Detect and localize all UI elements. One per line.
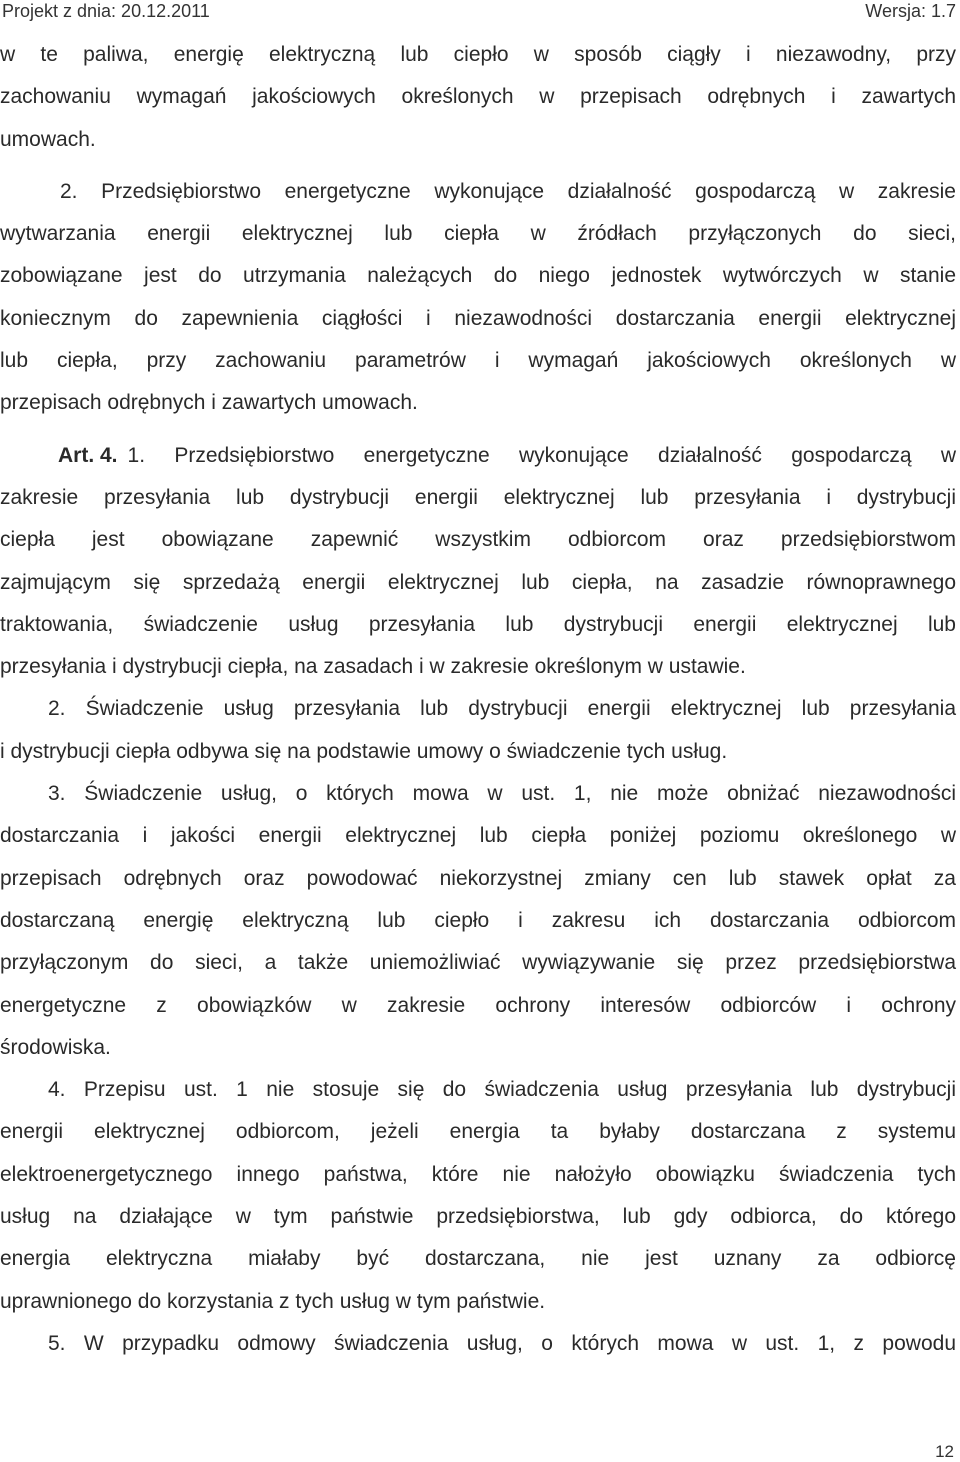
document-body [0, 34, 960, 1365]
page-number: 12 [935, 1442, 954, 1461]
text-line: 2. Przedsiębiorstwo energetyczne wykonujące działalność gospodarczą w zakresie [60, 179, 956, 203]
text-line: lub ciepła, przy zachowaniu parametrów i wymagań jakościowych określonych w [0, 349, 956, 373]
text-line: uprawnionego do korzystania z tych usług w tym państwie. [0, 1289, 546, 1313]
project-date: Projekt z dnia: 20.12.2011 [2, 1, 210, 21]
article-label: Art. 4. [58, 443, 118, 467]
text-line: zajmującym się sprzedażą energii elektrycznej lub ciepła, na zasadzie równoprawnego [0, 570, 956, 594]
text-line: w te paliwa, energię elektryczną lub ciepło w sposób ciągły i niezawodny, przy [0, 43, 956, 66]
text-line: wytwarzania energii elektrycznej lub ciepła w źródłach przyłączonych do sieci, [0, 222, 956, 246]
text-line: usług na działające w tym państwie przedsiębiorstwa, lub gdy odbiorca, do którego [0, 1205, 956, 1229]
text-line: 5. W przypadku odmowy świadczenia usług, o których mowa w ust. 1, z powodu [48, 1331, 956, 1355]
text-line: koniecznym do zapewnienia ciągłości i niezawodności dostarczania energii elektrycznej [0, 306, 956, 330]
text-line: energii elektrycznej odbiorcom, jeżeli energia ta byłaby dostarczana z systemu [0, 1120, 956, 1144]
text-line: przyłączonym do sieci, a także uniemożliwiać wywiązywanie się przez przedsiębiorstwa [0, 951, 956, 975]
text-line: przesyłania i dystrybucji ciepła, na zasadach i w zakresie określonym w ustawie. [0, 655, 746, 679]
text-line: zakresie przesyłania lub dystrybucji energii elektrycznej lub przesyłania i dystrybucji [0, 485, 956, 509]
article-heading-line [0, 435, 960, 477]
text-line: przepisach odrębnych i zawartych umowach. [0, 391, 418, 415]
text-line: umowach. [0, 127, 96, 151]
text-line: dostarczaną energię elektryczną lub ciepło i zakresu ich dostarczania odbiorcom [0, 908, 956, 932]
text-line: energetyczne z obowiązków w zakresie ochrony interesów odbiorców i ochrony [0, 993, 956, 1017]
text-line: energia elektryczna miałaby być dostarczana, nie jest uznany za odbiorcę [0, 1247, 956, 1271]
text-line: i dystrybucji ciepła odbywa się na podstawie umowy o świadczenie tych usług. [0, 739, 728, 763]
text-line: 4. Przepisu ust. 1 nie stosuje się do świadczenia usług przesyłania lub dystrybucji [48, 1078, 956, 1102]
text-line: zachowaniu wymagań jakościowych określonych w przepisach odrębnych i zawartych [0, 85, 956, 109]
text-line: 3. Świadczenie usług, o których mowa w ust. 1, nie może obniżać niezawodności [48, 782, 956, 806]
version-label: Wersja: 1.7 [865, 1, 956, 21]
text-line: przepisach odrębnych oraz powodować niekorzystnej zmiany cen lub stawek opłat za [0, 866, 956, 890]
text-line: zobowiązane jest do utrzymania należących do niego jednostek wytwórczych w stanie [0, 264, 956, 288]
text-line: elektroenergetycznego innego państwa, które nie nałożyło obowiązku świadczenia tych [0, 1162, 956, 1186]
text-line: 2. Świadczenie usług przesyłania lub dystrybucji energii elektrycznej lub przesyłania [48, 697, 956, 721]
page-header [0, 0, 960, 26]
text-line: 1. Przedsiębiorstwo energetyczne wykonujące działalność gospodarczą w [127, 443, 956, 467]
text-line: traktowania, świadczenie usług przesyłania lub dystrybucji energii elektrycznej lub [0, 612, 956, 636]
text-line: dostarczania i jakości energii elektrycznej lub ciepła poniżej poziomu określonego w [0, 824, 956, 848]
text-line: środowiska. [0, 1035, 111, 1059]
text-line: ciepła jest obowiązane zapewnić wszystkim odbiorcom oraz przedsiębiorstwom [0, 528, 956, 552]
